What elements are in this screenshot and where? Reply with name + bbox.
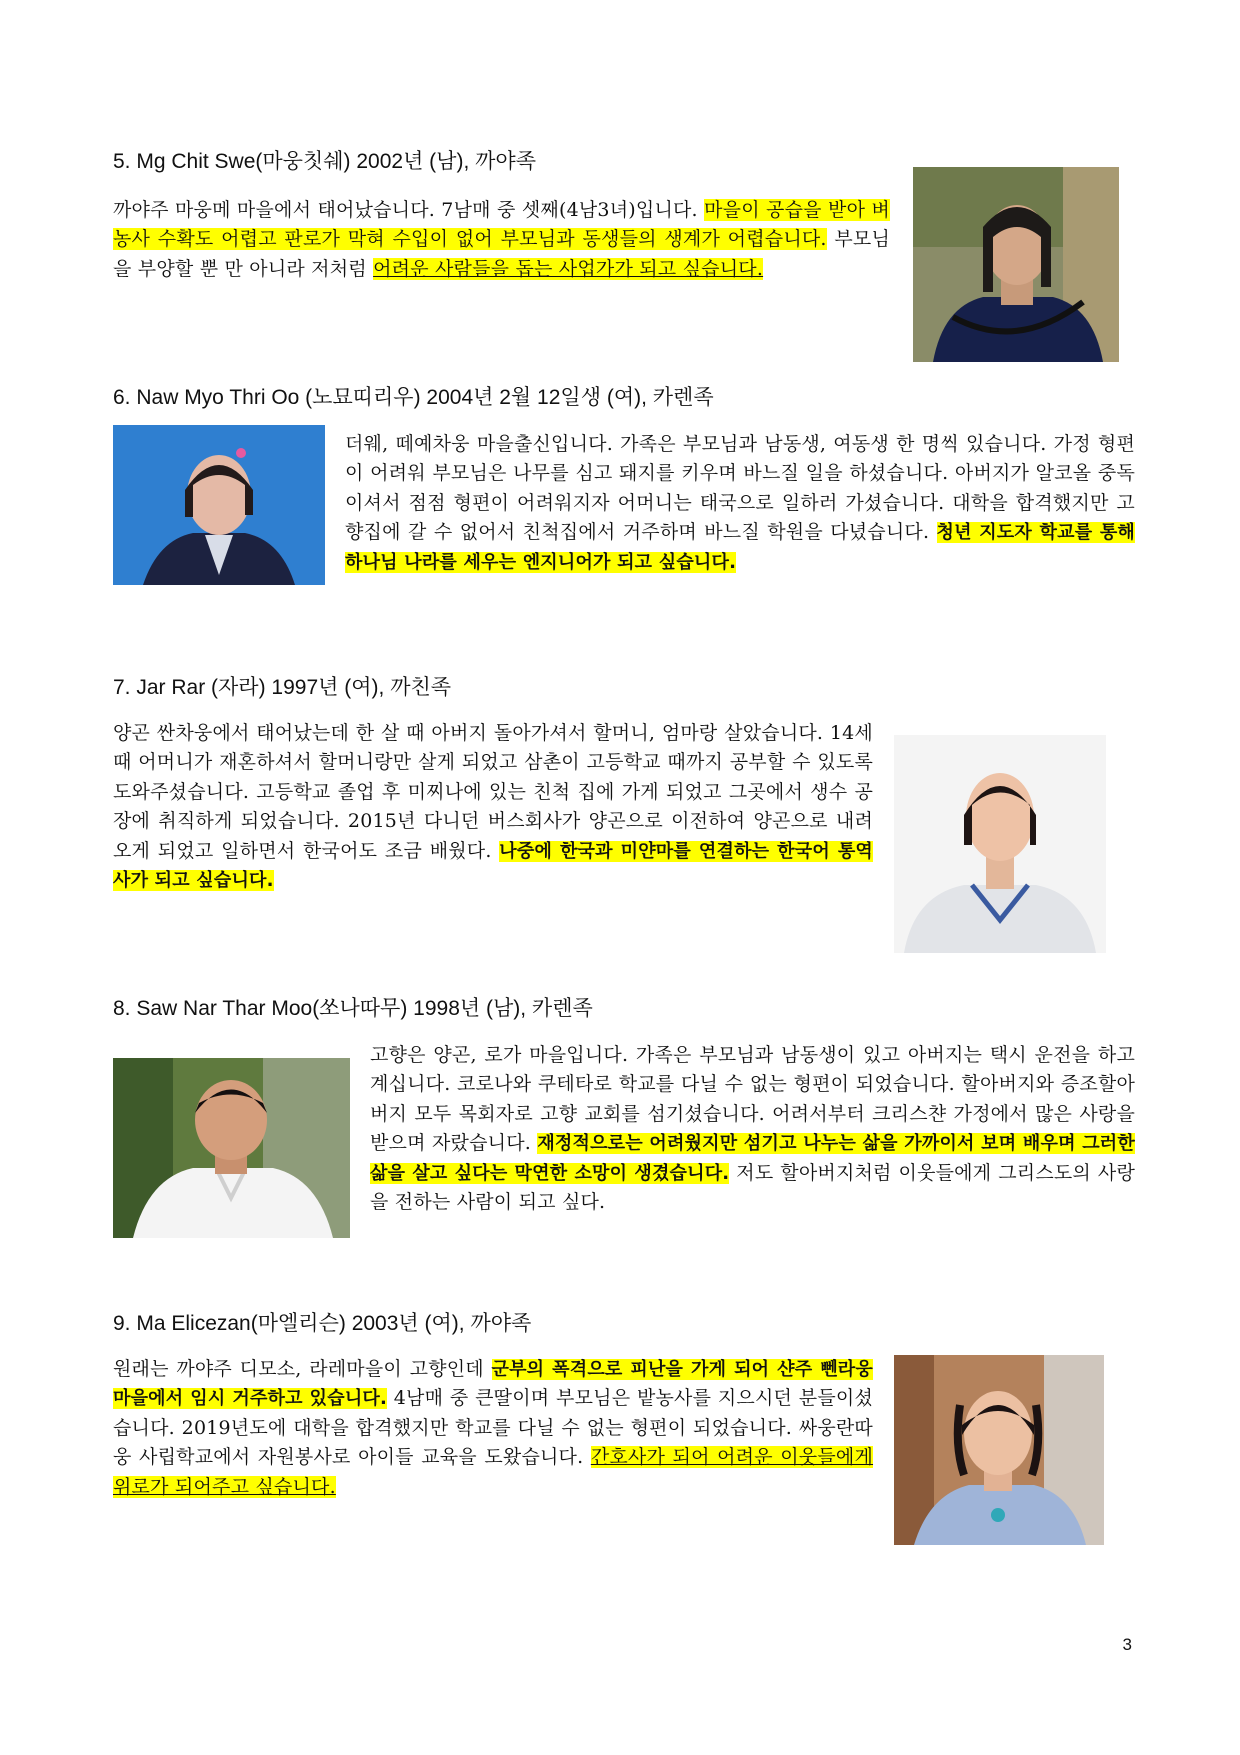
entry-body: [370, 1041, 1135, 1217]
highlighted-bold-text: 청년 지도자 학교를 통해 하나님 나라를 세우는 엔지니어가 되고 싶습니다.: [345, 522, 1135, 573]
entry-heading: 9. Ma Elicezan(마엘리슨) 2003년 (여), 까야족: [113, 1312, 532, 1335]
highlighted-bold-text: 군부의 폭격으로 피난을 가게 되어 샨주 뻰라웅 마을에서 임시 거주하고 있습니다.: [113, 1359, 873, 1410]
body-text: 저도 할아버지처럼 이웃들에게 그리스도의 사랑을 전하는 사람이 되고 싶다.: [370, 1161, 1136, 1214]
highlighted-bold-text: 나중에 한국과 미얀마를 연결하는 한국어 통역사가 되고 싶습니다.: [113, 840, 873, 892]
body-text: 고향은 양곤, 로가 마을입니다. 가족은 부모님과 남동생이 있고 아버지는 택시 운전을 하고 계십니다. 코로나와 쿠테타로 학교를 다닐 수 없는 형편이 되었습니다. 할아버지와 증조할아버지 모두 목회자로 고향 교회를 섬기셨습니다. 어려서부터 크리스챤 가정에서 많은 사랑을 받으며 자랐습니다.: [370, 1044, 1135, 1155]
portrait-photo: [113, 425, 325, 585]
entry-heading: 8. Saw Nar Thar Moo(쏘나따무) 1998년 (남), 카렌족: [113, 997, 593, 1020]
portrait-photo: [113, 1058, 350, 1238]
body-text: 까야주 마웅메 마을에서 태어났습니다. 7남매 중 셋째(4남3녀)입니다.: [113, 199, 705, 221]
highlighted-bold-text: 재정적으로는 어려웠지만 섬기고 나누는 삶을 가까이서 보며 배우며 그러한 삶을 살고 싶다는 막연한 소망이 생겼습니다.: [370, 1133, 1135, 1184]
entry-6: [113, 384, 1133, 412]
body-text: 원래는 까야주 디모소, 라레마을이 고향인데: [113, 1358, 492, 1380]
body-text: 양곤 싼차웅에서 태어났는데 한 살 때 아버지 돌아가셔서 할머니, 엄마랑 살았습니다. 14세 때 어머니가 재혼하셔서 할머니랑만 살게 되었고 삼촌이 고등학교 때까지 공부할 수 있도록 도와주셨습니다. 고등학교 졸업 후 미찌나에 있는 친척 집에 가게 되었고 그곳에서 생수 공장에 취직하게 되었습니다. 2015년 다니던 버스회사가 양곤으로 이전하여 양곤으로 내려오게 되었고 일하면서 한국어도 조금 배웠다.: [113, 722, 873, 862]
entry-7: [113, 674, 1133, 702]
entry-body: [113, 1355, 873, 1502]
entry-body: [345, 430, 1135, 577]
entry-8: [113, 995, 1133, 1023]
highlighted-underlined-text: 간호사가 되어 어려운 이웃들에게 위로가 되어주고 싶습니다.: [113, 1446, 874, 1498]
entry-body: [113, 719, 873, 895]
entry-9: [113, 1310, 1133, 1338]
body-text: 더웨, 떼예차웅 마을출신입니다. 가족은 부모님과 남동생, 여동생 한 명씩 있습니다. 가정 형편이 어려워 부모님은 나무를 심고 돼지를 키우며 바느질 일을 하셨습니다. 아버지가 알코올 중독이셔서 점점 형편이 어려워지자 어머니는 태국으로 일하러 가셨습니다. 대학을 합격했지만 고향집에 갈 수 없어서 친척집에서 거주하며 바느질 학원을 다녔습니다.: [345, 433, 1135, 544]
highlighted-text: 마을이 공습을 받아 벼농사 수확도 어렵고 판로가 막혀 수입이 없어 부모님과 동생들의 생계가 어렵습니다.: [113, 199, 890, 251]
entry-heading: 7. Jar Rar (자라) 1997년 (여), 까친족: [113, 676, 452, 699]
body-text: 부모님을 부양할 뿐 만 아니라 저처럼: [113, 228, 890, 280]
portrait-photo: [894, 1355, 1104, 1545]
page-number: 3: [1122, 1635, 1132, 1654]
highlighted-underlined-text: 어려운 사람들을 돕는 사업가가 되고 싶습니다.: [373, 257, 764, 280]
portrait-photo: [913, 167, 1119, 362]
portrait-photo: [894, 735, 1106, 953]
entry-body: [113, 196, 890, 284]
entry-heading: 5. Mg Chit Swe(마웅칫쉐) 2002년 (남), 까야족: [113, 150, 536, 173]
body-text: 4남매 중 큰딸이며 부모님은 밭농사를 지으시던 분들이셨습니다. 2019년도에 대학을 합격했지만 학교를 다닐 수 없는 형편이 되었습니다. 싸웅란따웅 사립학교에서 자원봉사로 아이들 교육을 도왔습니다.: [113, 1387, 873, 1469]
entry-heading: 6. Naw Myo Thri Oo (노묘띠리우) 2004년 2월 12일생 (여), 카렌족: [113, 386, 714, 409]
